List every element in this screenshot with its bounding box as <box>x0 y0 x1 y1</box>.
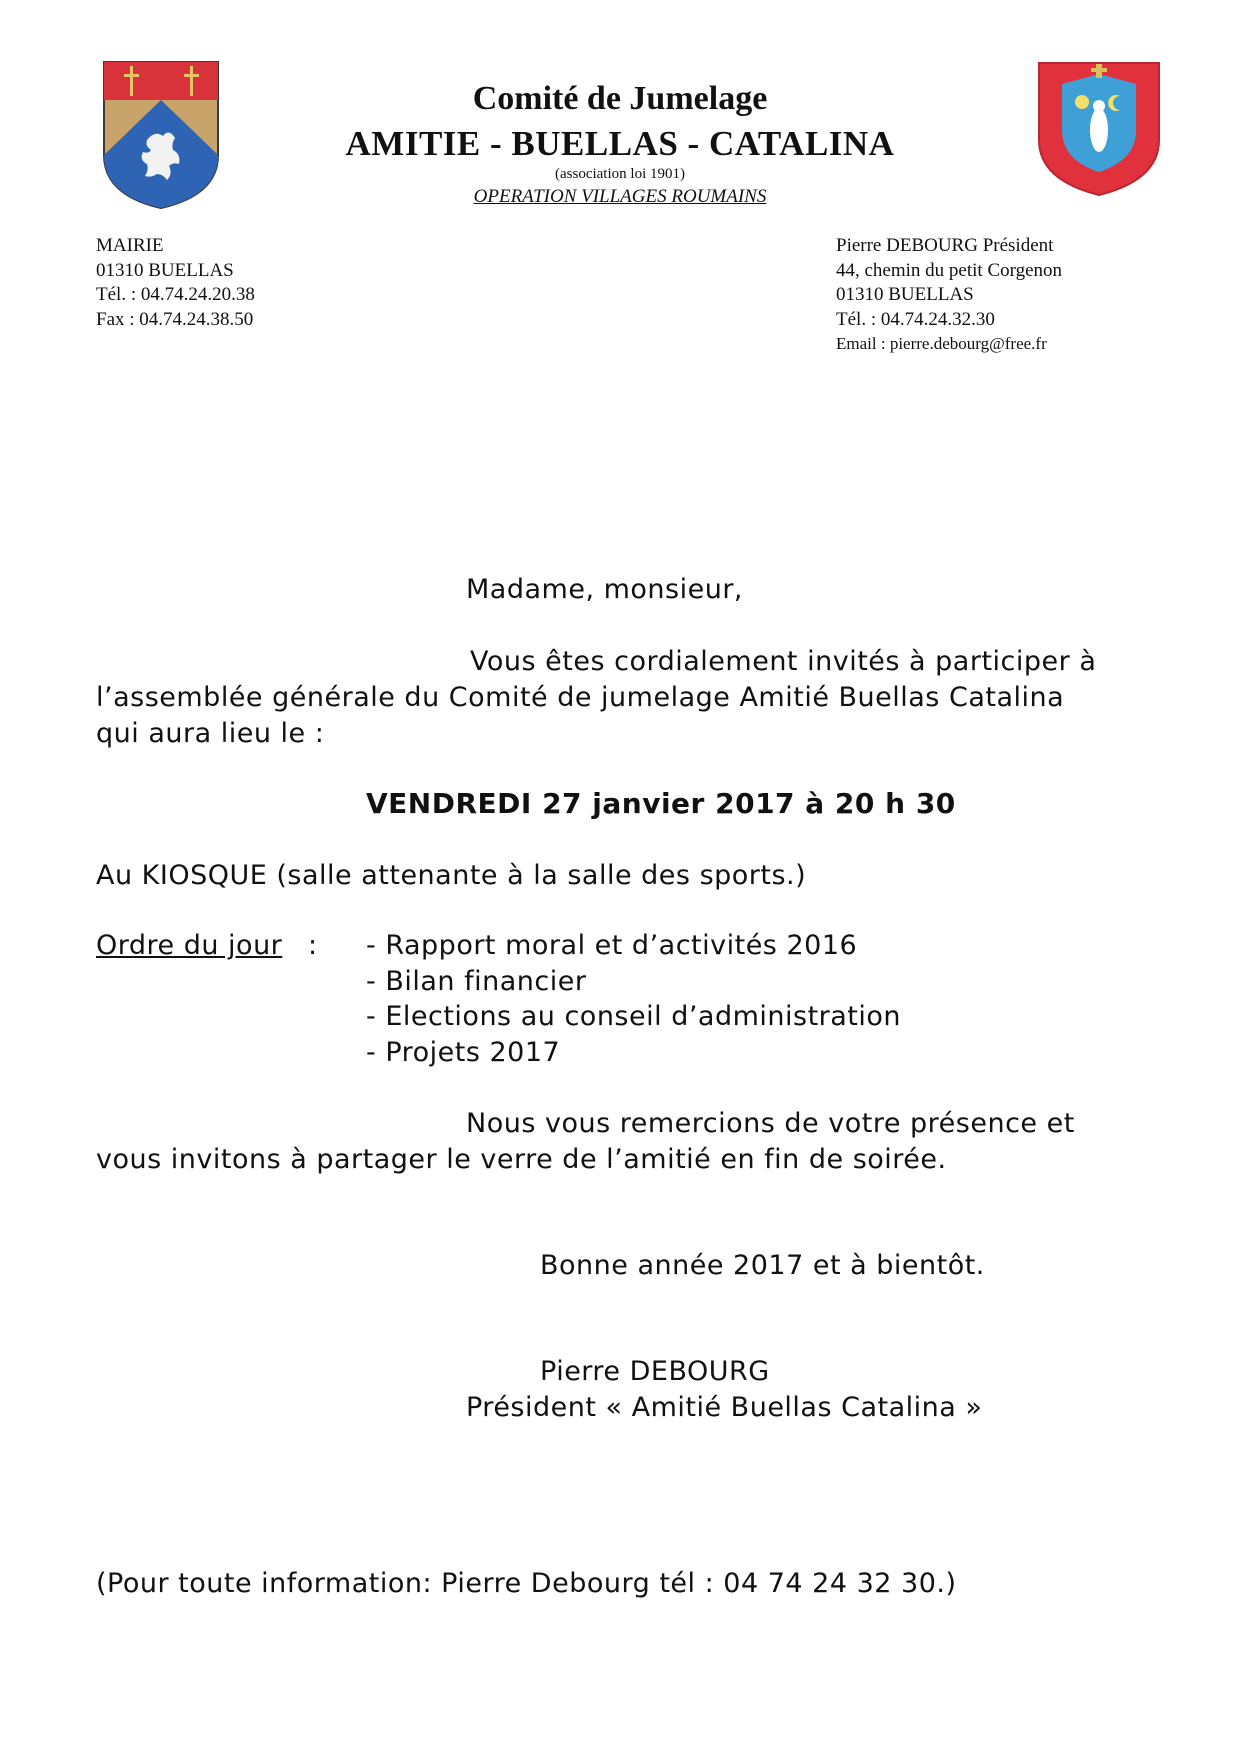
agenda-item: - Projets 2017 <box>366 1036 561 1068</box>
event-location: Au KIOSQUE (salle attenante à la salle des sports.) <box>96 860 807 891</box>
invitation-line: Vous êtes cordialement invités à participer à <box>470 646 1097 677</box>
address-line: 44, chemin du petit Corgenon <box>836 259 1063 281</box>
page-title: Comité de Jumelage <box>472 80 768 117</box>
invitation-line: l’assemblée générale du Comité de jumelage Amitié Buellas Catalina <box>96 682 1065 713</box>
agenda-item: - Elections au conseil d’administration <box>366 1001 902 1032</box>
thanks-line: Nous vous remercions de votre présence et <box>466 1108 1075 1139</box>
contact-info: (Pour toute information: Pierre Debourg tél : 04 74 24 32 30.) <box>96 1568 957 1599</box>
address-line: 01310 BUELLAS <box>96 259 234 281</box>
address-line: Pierre DEBOURG Président <box>836 235 1054 256</box>
organization-name: AMITIE - BUELLAS - CATALINA <box>345 124 895 163</box>
address-email: Email : pierre.debourg@free.fr <box>836 334 1047 353</box>
agenda-item: - Rapport moral et d’activités 2016 <box>366 930 858 961</box>
agenda-colon: : <box>308 930 318 961</box>
operation-name: OPERATION VILLAGES ROUMAINS <box>473 186 767 207</box>
salutation: Madame, monsieur, <box>466 574 744 605</box>
president-address <box>836 234 1062 357</box>
closing-greeting: Bonne année 2017 et à bientôt. <box>540 1250 985 1281</box>
town-hall-address <box>96 234 255 332</box>
agenda-list <box>366 928 901 1070</box>
agenda-label: Ordre du jour <box>96 930 283 961</box>
address-phone: Tél. : 04.74.24.20.38 <box>96 284 255 305</box>
address-line: 01310 BUELLAS <box>836 284 974 305</box>
thanks-line: vous invitons à partager le verre de l’amitié en fin de soirée. <box>96 1144 947 1175</box>
invitation-line: qui aura lieu le : <box>96 718 325 749</box>
address-phone: Tél. : 04.74.24.32.30 <box>836 308 995 330</box>
address-line: MAIRIE <box>96 235 164 256</box>
agenda-item: - Bilan financier <box>366 965 587 997</box>
event-date: VENDREDI 27 janvier 2017 à 20 h 30 <box>366 787 956 820</box>
signature-name: Pierre DEBOURG <box>540 1356 770 1387</box>
association-status: (association loi 1901) <box>555 166 685 182</box>
address-fax: Fax : 04.74.24.38.50 <box>96 308 254 330</box>
signature-title: Président « Amitié Buellas Catalina » <box>466 1392 983 1423</box>
